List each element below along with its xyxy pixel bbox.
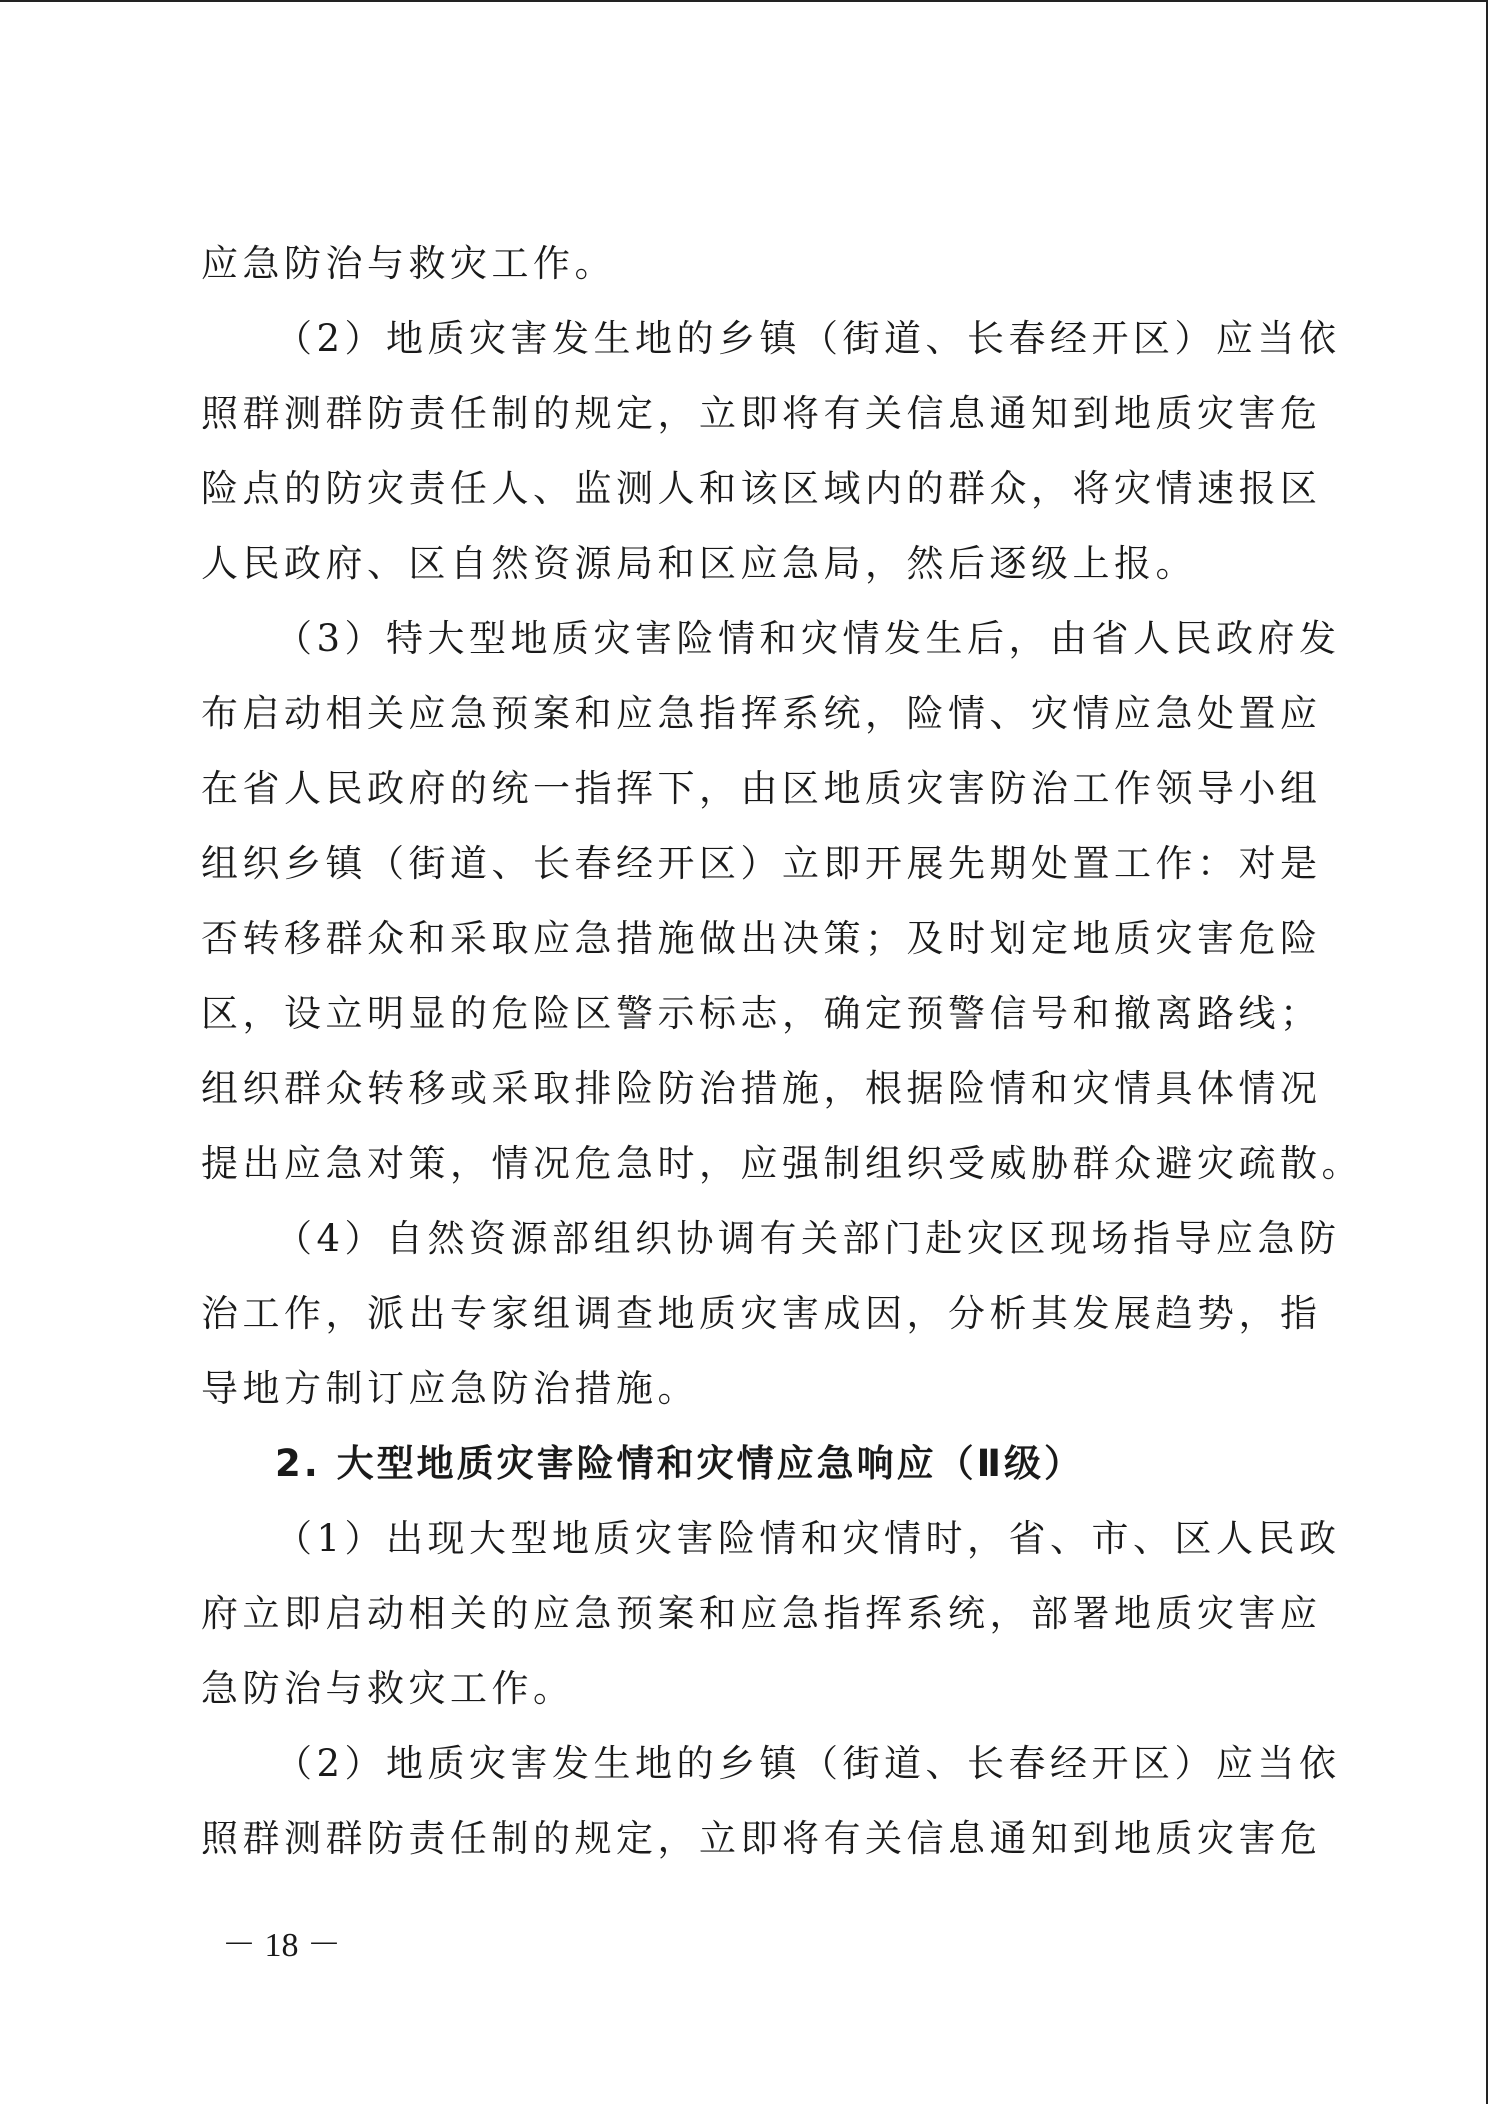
body-line: 提出应急对策，情况危急时，应强制组织受威胁群众避灾疏散。 [201,1142,1363,1185]
body-line: （3）特大型地质灾害险情和灾情发生后，由省人民政府发 [275,617,1341,660]
body-line: 在省人民政府的统一指挥下，由区地质灾害防治工作领导小组 [201,767,1322,810]
body-line: 急防治与救灾工作。 [201,1667,575,1710]
body-line: 照群测群防责任制的规定，立即将有关信息通知到地质灾害危 [201,1817,1322,1860]
body-line: 治工作，派出专家组调查地质灾害成因，分析其发展趋势，指 [201,1292,1322,1335]
body-line: （2）地质灾害发生地的乡镇（街道、长春经开区）应当依 [275,317,1341,360]
body-line: 否转移群众和采取应急措施做出决策；及时划定地质灾害危险 [201,917,1322,960]
body-line: （1）出现大型地质灾害险情和灾情时，省、市、区人民政 [275,1517,1341,1560]
body-line: 导地方制订应急防治措施。 [201,1367,699,1410]
body-line: 布启动相关应急预案和应急指挥系统，险情、灾情应急处置应 [201,692,1322,735]
body-line: 区，设立明显的危险区警示标志，确定预警信号和撤离路线； [201,992,1322,1035]
body-line: 险点的防灾责任人、监测人和该区域内的群众，将灾情速报区 [201,467,1322,510]
body-line: 照群测群防责任制的规定，立即将有关信息通知到地质灾害危 [201,392,1322,435]
body-line: 应急防治与救灾工作。 [201,242,616,285]
body-line: （4）自然资源部组织协调有关部门赴灾区现场指导应急防 [275,1217,1341,1260]
body-line: 人民政府、区自然资源局和区应急局，然后逐级上报。 [201,542,1197,585]
page-number: － 18 － [222,1927,341,1964]
body-line: 组织乡镇（街道、长春经开区）立即开展先期处置工作：对是 [201,842,1322,885]
document-body [201,226,1363,1876]
body-line: 组织群众转移或采取排险防治措施，根据险情和灾情具体情况 [201,1067,1322,1110]
body-line: （2）地质灾害发生地的乡镇（街道、长春经开区）应当依 [275,1742,1341,1785]
body-line: 府立即启动相关的应急预案和应急指挥系统，部署地质灾害应 [201,1592,1322,1635]
section-heading: 2. 大型地质灾害险情和灾情应急响应（Ⅱ级） [275,1442,1085,1485]
